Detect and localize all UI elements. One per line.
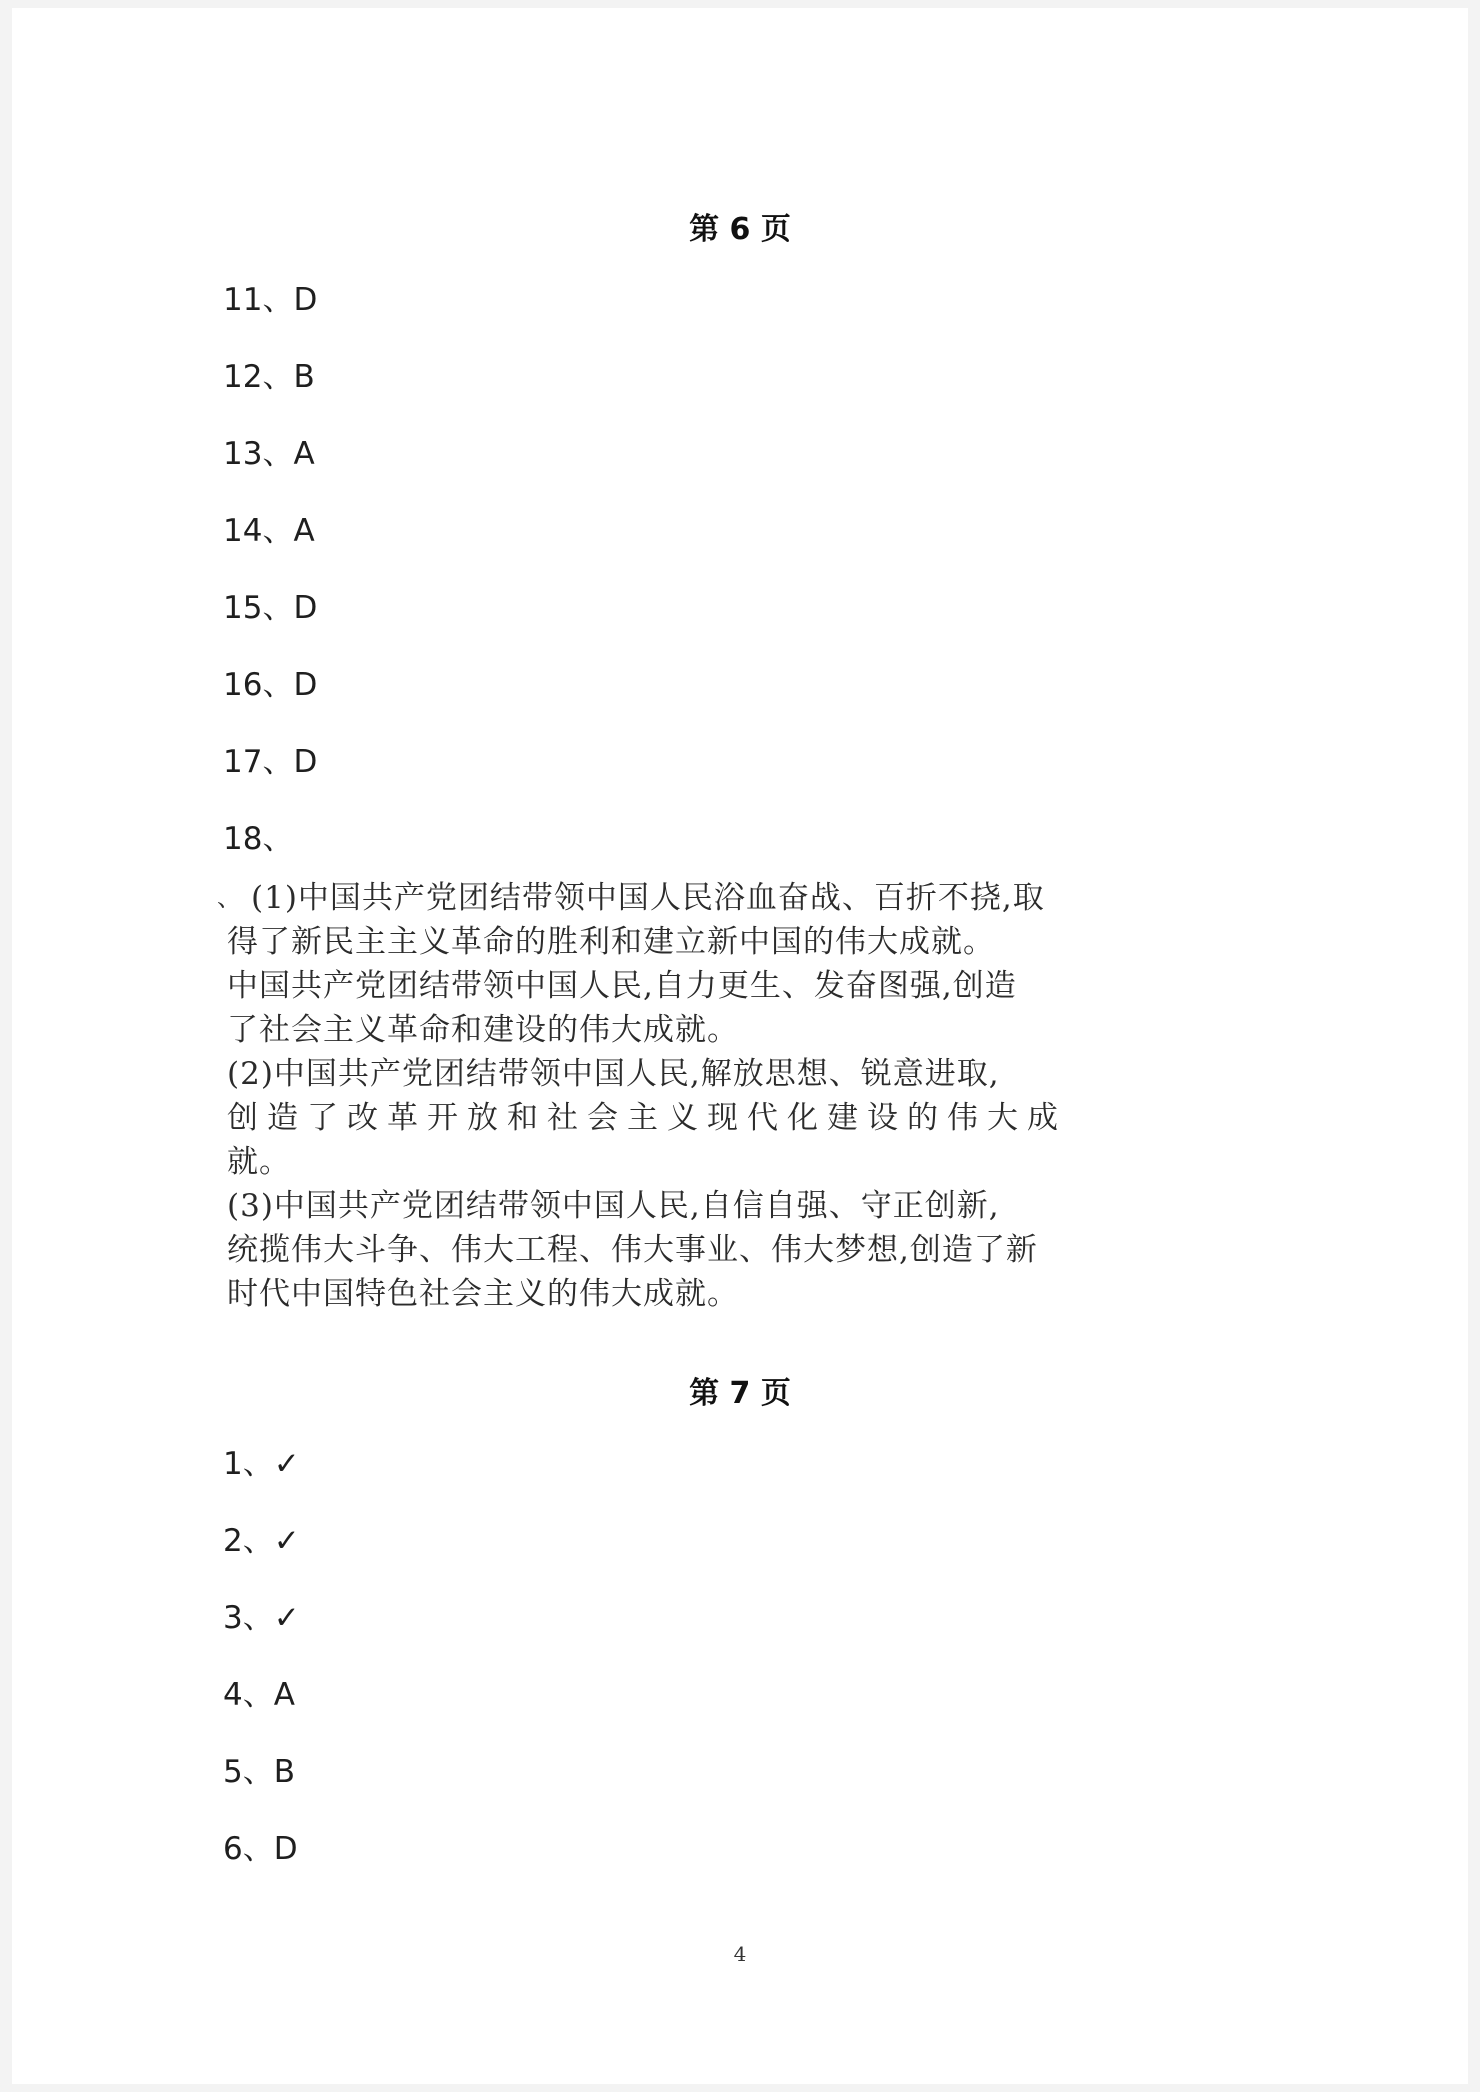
answer-item-2: 2、✓: [223, 1523, 300, 1559]
answer-item-1: 1、✓: [223, 1446, 300, 1482]
scan-line-5: (2)中国共产党团结带领中国人民,解放思想、锐意进取,: [227, 1056, 1000, 1092]
scan-line-4: 了社会主义革命和建设的伟大成就。: [227, 1012, 739, 1048]
answer-item-13: 13、A: [223, 436, 315, 472]
answer-item-12: 12、B: [223, 359, 315, 395]
scan-lead-mark: 、: [217, 884, 242, 912]
scan-line-7: 就。: [227, 1144, 291, 1180]
scan-line-2: 得了新民主主义革命的胜利和建立新中国的伟大成就。: [227, 924, 995, 960]
answer-item-16: 16、D: [223, 667, 318, 703]
answer-item-14: 14、A: [223, 513, 315, 549]
scan-line-3: 中国共产党团结带领中国人民,自力更生、发奋图强,创造: [227, 968, 1017, 1004]
answer-item-15: 15、D: [223, 590, 318, 626]
scan-line-8: (3)中国共产党团结带领中国人民,自信自强、守正创新,: [227, 1188, 1000, 1224]
scan-line-10: 时代中国特色社会主义的伟大成就。: [227, 1276, 739, 1312]
answer-item-3: 3、✓: [223, 1600, 300, 1636]
answer-item-11: 11、D: [223, 282, 318, 318]
scan-line-9: 统揽伟大斗争、伟大工程、伟大事业、伟大梦想,创造了新: [227, 1232, 1038, 1268]
answer-item-6: 6、D: [223, 1831, 298, 1867]
answer-item-18: 18、: [223, 821, 294, 857]
answer-item-17: 17、D: [223, 744, 318, 780]
section-title-page-6: 第 6 页: [689, 212, 791, 247]
scan-line-6: 创造了改革开放和社会主义现代化建设的伟大成: [227, 1100, 1067, 1136]
section-title-page-7: 第 7 页: [689, 1376, 791, 1411]
scan-line-1: (1)中国共产党团结带领中国人民浴血奋战、百折不挠,取: [251, 880, 1045, 916]
answer-item-5: 5、B: [223, 1754, 295, 1790]
answer-sheet-page: [12, 8, 1468, 2084]
answer-item-4: 4、A: [223, 1677, 295, 1713]
page-number: 4: [733, 1942, 747, 1966]
